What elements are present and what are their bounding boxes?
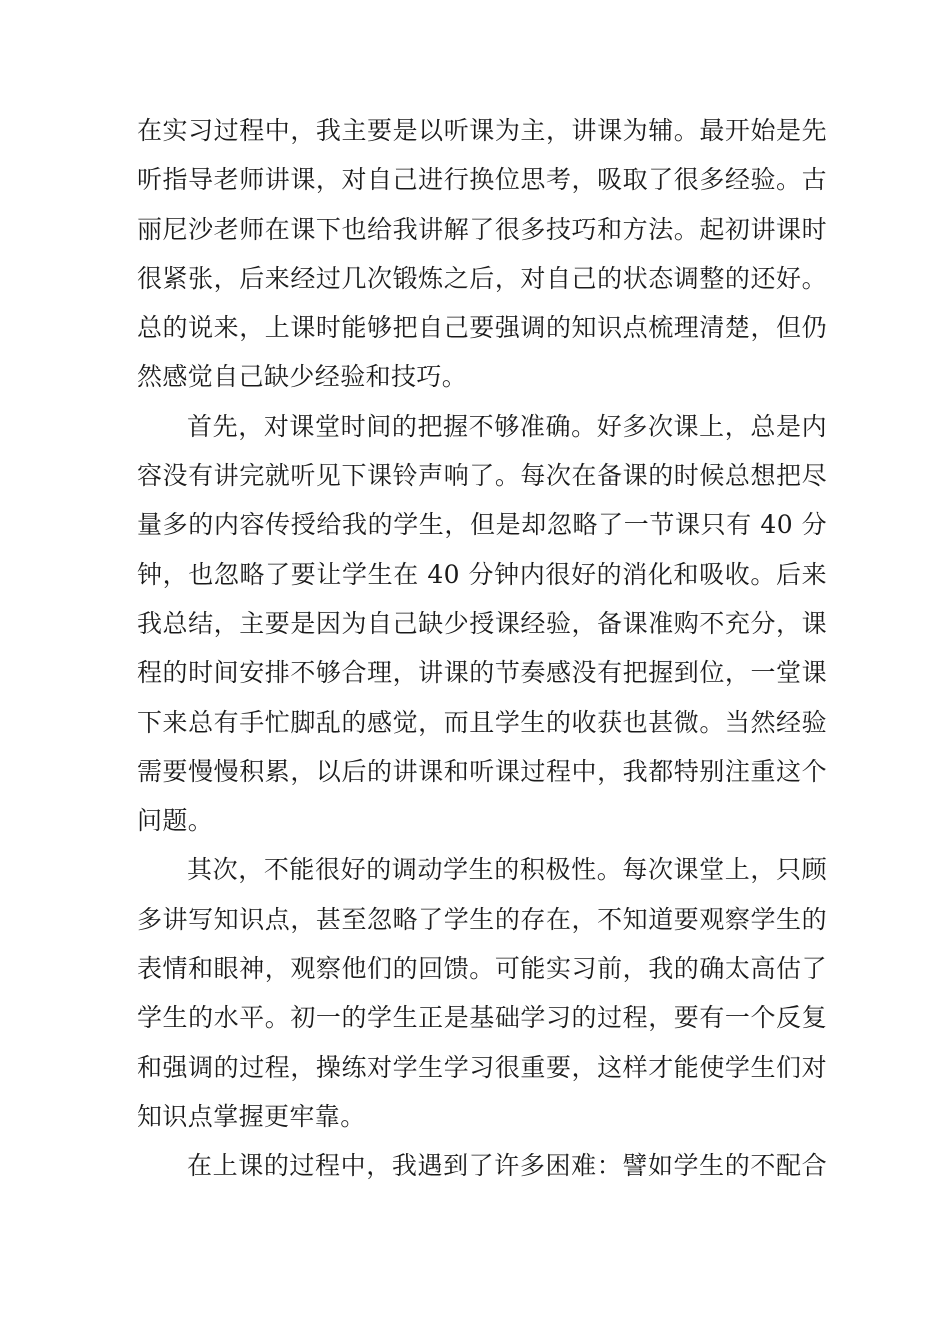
paragraph-3	[137, 845, 827, 1141]
text-line: 程的时间安排不够合理，讲课的节奏感没有把握到位，一堂课	[137, 658, 827, 688]
text-line: 在实习过程中，我主要是以听课为主，讲课为辅。最开始是先	[137, 116, 827, 145]
text-line: 需要慢慢积累，以后的讲课和听课过程中，我都特别注重这个	[137, 756, 827, 786]
text-line: 容没有讲完就听见下课铃声响了。每次在备课的时候总想把尽	[137, 461, 827, 491]
paragraph-1	[137, 106, 827, 402]
text-line: 问题。	[137, 806, 214, 836]
text-line: 然感觉自己缺少经验和技巧。	[137, 362, 468, 392]
text-line: 我总结，主要是因为自己缺少授课经验，备课准购不充分，课	[137, 608, 827, 638]
text-line: 学生的水平。初一的学生正是基础学习的过程，要有一个反复	[137, 1003, 827, 1033]
text-line: 量多的内容传授给我的学生，但是却忽略了一节课只有 40 分	[137, 510, 827, 540]
text-line: 其次，不能很好的调动学生的积极性。每次课堂上，只顾	[187, 855, 827, 885]
text-line: 表情和眼神，观察他们的回馈。可能实习前，我的确太高估了	[137, 954, 827, 984]
paragraph-4	[137, 1141, 827, 1190]
text-line: 多讲写知识点，甚至忽略了学生的存在，不知道要观察学生的	[137, 904, 827, 934]
text-line: 很紧张，后来经过几次锻炼之后，对自己的状态调整的还好。	[137, 263, 827, 293]
text-line: 丽尼沙老师在课下也给我讲解了很多技巧和方法。起初讲课时	[137, 214, 827, 244]
text-line: 在上课的过程中，我遇到了许多困难：譬如学生的不配合	[187, 1151, 827, 1181]
text-line: 知识点掌握更牢靠。	[137, 1101, 366, 1131]
paragraph-2	[137, 402, 827, 846]
document-body	[137, 106, 827, 1191]
text-line: 和强调的过程，操练对学生学习很重要，这样才能使学生们对	[137, 1052, 827, 1082]
text-line: 钟，也忽略了要让学生在 40 分钟内很好的消化和吸收。后来	[137, 559, 827, 589]
text-line: 听指导老师讲课，对自己进行换位思考，吸取了很多经验。古	[137, 165, 827, 195]
text-line: 下来总有手忙脚乱的感觉，而且学生的收获也甚微。当然经验	[137, 707, 827, 737]
text-line: 首先，对课堂时间的把握不够准确。好多次课上，总是内	[187, 411, 827, 441]
text-line: 总的说来，上课时能够把自己要强调的知识点梳理清楚，但仍	[137, 313, 827, 343]
